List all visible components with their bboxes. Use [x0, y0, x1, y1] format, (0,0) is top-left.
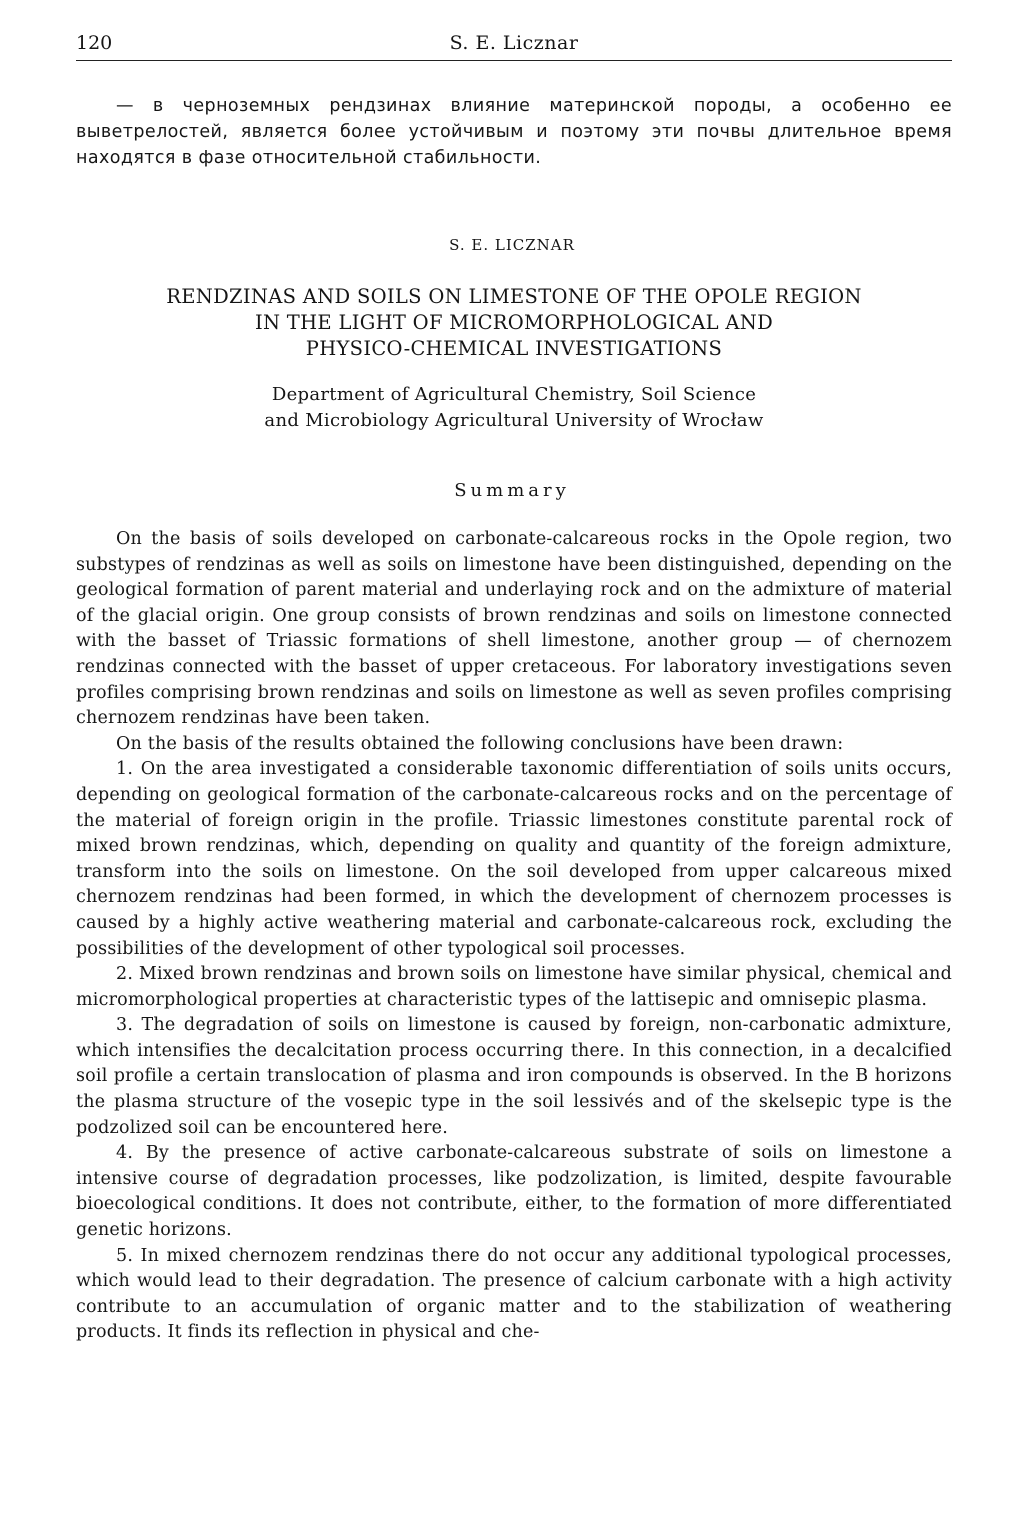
conclusion-4: 4. By the presence of active carbonate-calcareous substrate of soils on limestone a intensive course of degradation processes, like podzolization, is limited, despite favourable bioecological conditions. It does not contribute, either, to the formation of more differentiated genetic horizons. — [76, 1143, 952, 1241]
title-line: RENDZINAS AND SOILS ON LIMESTONE OF THE OPOLE REGION — [166, 285, 862, 308]
russian-summary-end — [76, 93, 952, 171]
conclusion-1: 1. On the area investigated a considerable taxonomic differentiation of soils units occurs, depending on geological formation of the carbonate-calcareous rocks and on the percentage of the material of foreign origin in the profile. Triassic limestones constitute parental rock of mixed brown rendzinas, which, depending on quality and quantity of the foreign admixture, transform into the soils on limestone. On the soil developed from upper calcareous mixed chernozem rendzinas had been formed, in which the development of chernozem processes is caused by a highly active weathering material and carbonate-calcareous rock, excluding the possibilities of the development of other typological soil processes. — [76, 759, 952, 959]
conclusion-2: 2. Mixed brown rendzinas and brown soils on limestone have similar physical, chemical and micromorphological properties at characteristic types of the lattisepic and omnisepic plasma. — [76, 964, 952, 1010]
conclusion-5: 5. In mixed chernozem rendzinas there do not occur any additional typological processes, which would lead to their degradation. The presence of calcium carbonate with a high activity contribute to an accumulation of organic matter and to the stabilization of weathering products. It finds its reflection in physical and che- — [76, 1245, 952, 1343]
affiliation-line: and Microbiology Agricultural University of Wrocław — [264, 410, 764, 431]
summary-paragraph: On the basis of soils developed on carbonate-calcareous rocks in the Opole region, two substypes of rendzinas as well as soils on limestone have been distinguished, depending on the geological formation of parent material and underlaying rock and on the admixture of material of the glacial origin. One group consists of brown rendzinas and soils on limestone connected with the basset of Triassic formations of shell limestone, another group — of chernozem rendzinas connected with the basset of upper cretaceous. For laboratory investigations seven profiles comprising brown rendzinas and soils on limestone as well as seven profiles comprising chernozem rendzinas have been taken. — [76, 529, 952, 729]
page-header — [76, 30, 952, 61]
affiliation-line: Department of Agricultural Chemistry, Soil Science — [271, 384, 757, 405]
running-head: S. E. Licznar — [449, 32, 579, 54]
conclusion-3: 3. The degradation of soils on limestone is caused by foreign, non-carbonatic admixture, which intensifies the decalcitation process occurring there. In this connection, in a decalcified soil profile a certain translocation of plasma and iron compounds is observed. In the B horizons the plasma structure of the vosepic type in the soil lessivés and of the skelsepic type is the podzolized soil can be encountered here. — [76, 1015, 952, 1138]
title-line: PHYSICO-CHEMICAL INVESTIGATIONS — [305, 337, 723, 360]
summary-heading: Summary — [454, 480, 570, 501]
russian-paragraph: — в черноземных рендзинах влияние материнской породы, а особенно ее выветрелостей, является более устойчивым и поэтому эти почвы длительное время находятся в фазе относительной стабильности. — [76, 96, 952, 168]
summary-body — [76, 527, 952, 1346]
page-number: 120 — [76, 32, 113, 54]
article-title — [76, 284, 952, 362]
article-author: S. E. LICZNAR — [449, 236, 575, 254]
affiliation — [76, 382, 952, 434]
summary-paragraph: On the basis of the results obtained the following conclusions have been drawn: — [116, 733, 844, 754]
title-line: IN THE LIGHT OF MICROMORPHOLOGICAL AND — [254, 311, 774, 334]
